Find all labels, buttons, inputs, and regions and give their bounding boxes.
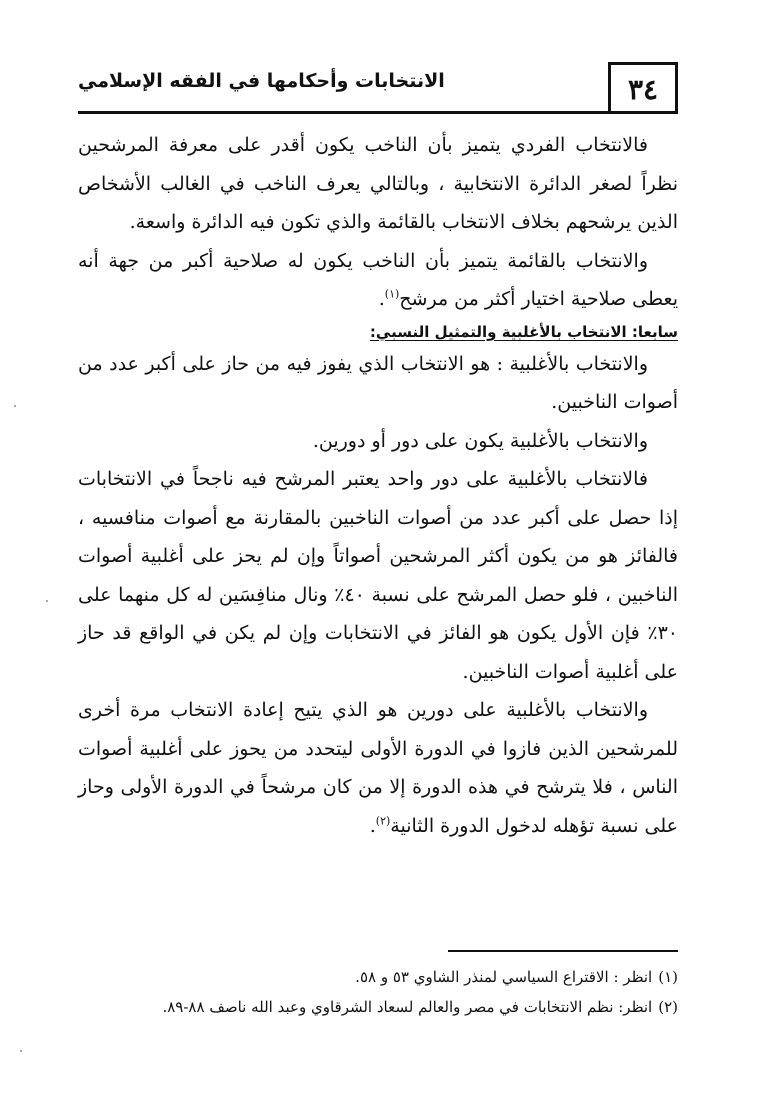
footnotes xyxy=(78,962,678,1022)
footnote-2-number: (٢) xyxy=(658,998,678,1016)
main-text xyxy=(78,126,678,845)
paragraph-list-election-text: والانتخاب بالقائمة يتميز بأن الناخب يكون له صلاحية أكبر من جهة أنه يعطى صلاحية اختيار أكثر من مرشح xyxy=(78,249,678,310)
paragraph-two-rounds-text: والانتخاب بالأغلبية على دورين هو الذي يتيح إعادة الانتخاب مرة أخرى للمرشحين الذين فازوا في الدورة الأولى ليتحدد من يحوز على أغلبية أصوات الناس ، فلا يترشح في هذه الدورة إلا من كان مرشحاً في الدورة الأولى وحاز على نسبة تؤهله لدخول الدورة الثانية xyxy=(78,699,678,837)
section-heading: سابعا: الانتخاب بالأغلبية والتمثيل النسبي: xyxy=(369,322,678,341)
scan-speck xyxy=(46,600,48,602)
page-header xyxy=(78,62,678,114)
paragraph-individual-election: فالانتخاب الفردي يتميز بأن الناخب يكون أقدر على معرفة المرشحين نظراً لصغر الدائرة الانتخابية ، وبالتالي يعرف الناخب في الغالب الأشخاص الذين يرشحهم بخلاف الانتخاب بالقائمة والذي تكون فيه الدائرة واسعة. xyxy=(78,134,678,233)
footnote-ref-1: (١) xyxy=(384,287,400,301)
footnote-1 xyxy=(78,962,678,992)
footnote-ref-2: (٢) xyxy=(375,814,391,828)
footnote-rule xyxy=(448,950,678,952)
paragraph-end-mark: . xyxy=(378,288,385,310)
scan-speck xyxy=(20,1050,22,1052)
footnote-1-number: (١) xyxy=(658,968,678,986)
footnote-2 xyxy=(78,992,678,1022)
paragraph-single-round: فالانتخاب بالأغلبية على دور واحد يعتبر المرشح فيه ناجحاً في الانتخابات إذا حصل على أكبر عدد من أصوات الناخبين بالمقارنة مع أصوات منافسيه ، فالفائز هو من يكون أكثر المرشحين أصواتاً وإن لم يحز على أغلبية أصوات الناخبين ، فلو حصل المرشح على نسبة ٤٠٪ ونال منافِسَين له كل منهما على ٣٠٪ فإن الأول يكون هو الفائز في الانتخابات وإن لم يكن في الواقع قد حاز على أغلبية أصوات الناخبين. xyxy=(78,468,678,683)
footnote-2-text: انظر: نظم الانتخابات في مصر والعالم لسعاد الشرقاوي وعبد الله ناصف ٨٨-٨٩. xyxy=(162,998,653,1016)
running-title: الانتخابات وأحكامها في الفقه الإسلامي xyxy=(78,70,445,92)
paragraph-two-rounds xyxy=(78,691,678,845)
paragraph-end-mark: . xyxy=(369,814,376,837)
page-number: ٣٤ xyxy=(608,62,678,114)
paragraph-list-election xyxy=(78,242,678,319)
paragraph-majority-definition: والانتخاب بالأغلبية : هو الانتخاب الذي يفوز فيه من حاز على أكبر عدد من أصوات الناخبين. xyxy=(78,352,678,413)
footnote-1-text: انظر : الاقتراع السياسي لمنذر الشاوي ٥٣ و ٥٨. xyxy=(355,968,653,986)
paragraph-rounds: والانتخاب بالأغلبية يكون على دور أو دورين. xyxy=(312,429,648,452)
scan-speck xyxy=(14,405,16,407)
header-rule xyxy=(78,111,678,114)
